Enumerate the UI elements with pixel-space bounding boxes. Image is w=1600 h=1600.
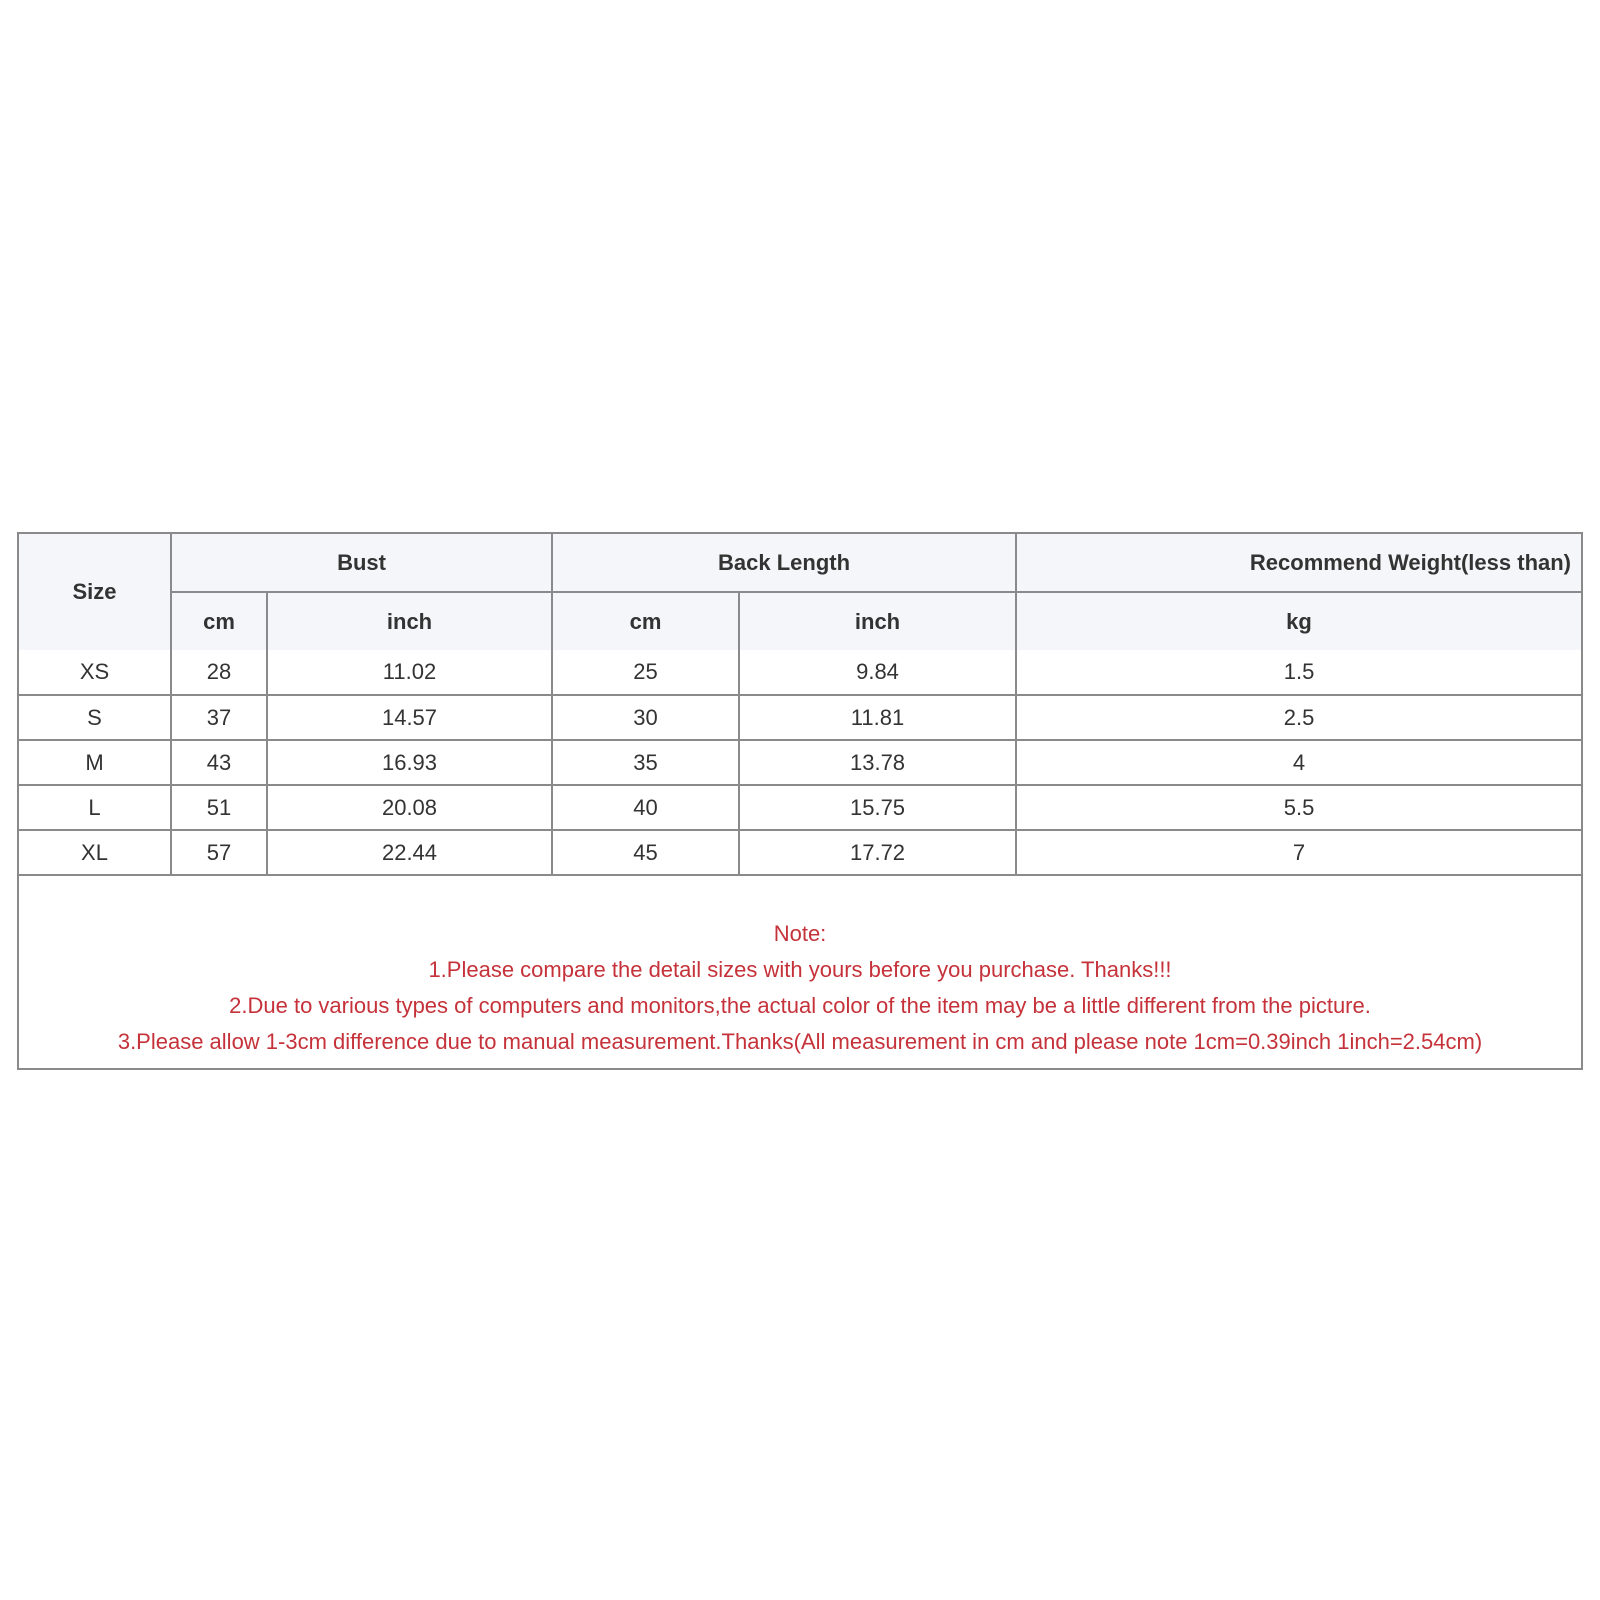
back-length-cm-cell: 45 [552,830,739,875]
size-cell: S [19,695,171,740]
size-header: Size [19,534,171,650]
header-unit-row [19,592,1581,650]
size-table [19,534,1581,876]
table-row [19,830,1581,875]
size-cell: XS [19,650,171,695]
note-line-1: 1.Please compare the detail sizes with yours before you purchase. Thanks!!! [428,957,1172,982]
weight-kg-cell: 1.5 [1016,650,1581,695]
bust-inch-cell: 11.02 [267,650,552,695]
back-length-inch-cell: 11.81 [739,695,1016,740]
back-length-inch-cell: 15.75 [739,785,1016,830]
bust-header: Bust [171,534,552,592]
table-row [19,695,1581,740]
back-length-header: Back Length [552,534,1016,592]
weight-kg-cell: 7 [1016,830,1581,875]
table-row [19,740,1581,785]
back-length-cm-cell: 35 [552,740,739,785]
back-length-cm-cell: 30 [552,695,739,740]
bust-inch-header: inch [267,592,552,650]
size-cell: XL [19,830,171,875]
bust-cm-cell: 51 [171,785,267,830]
bust-cm-cell: 37 [171,695,267,740]
table-row [19,650,1581,695]
bust-cm-cell: 57 [171,830,267,875]
table-row [19,785,1581,830]
note-section [19,876,1581,1068]
note-line-3: 3.Please allow 1-3cm difference due to manual measurement.Thanks(All measurement in cm and please note 1cm=0.39inch 1inch=2.54cm) [117,1029,1483,1054]
back-length-inch-cell: 9.84 [739,650,1016,695]
back-length-inch-header: inch [739,592,1016,650]
recommend-weight-header: Recommend Weight(less than) [1016,534,1581,592]
bust-cm-cell: 43 [171,740,267,785]
back-length-cm-header: cm [552,592,739,650]
size-chart [17,532,1583,1070]
bust-inch-cell: 16.93 [267,740,552,785]
bust-cm-cell: 28 [171,650,267,695]
bust-inch-cell: 20.08 [267,785,552,830]
header-group-row [19,534,1581,592]
back-length-cm-cell: 40 [552,785,739,830]
bust-cm-header: cm [171,592,267,650]
weight-kg-cell: 2.5 [1016,695,1581,740]
back-length-inch-cell: 13.78 [739,740,1016,785]
note-title: Note: [773,921,827,946]
bust-inch-cell: 22.44 [267,830,552,875]
size-cell: M [19,740,171,785]
weight-kg-cell: 5.5 [1016,785,1581,830]
bust-inch-cell: 14.57 [267,695,552,740]
back-length-cm-cell: 25 [552,650,739,695]
back-length-inch-cell: 17.72 [739,830,1016,875]
weight-kg-cell: 4 [1016,740,1581,785]
note-line-2: 2.Due to various types of computers and monitors,the actual color of the item may be a little different from the picture. [229,993,1371,1018]
weight-kg-header: kg [1016,592,1581,650]
size-cell: L [19,785,171,830]
